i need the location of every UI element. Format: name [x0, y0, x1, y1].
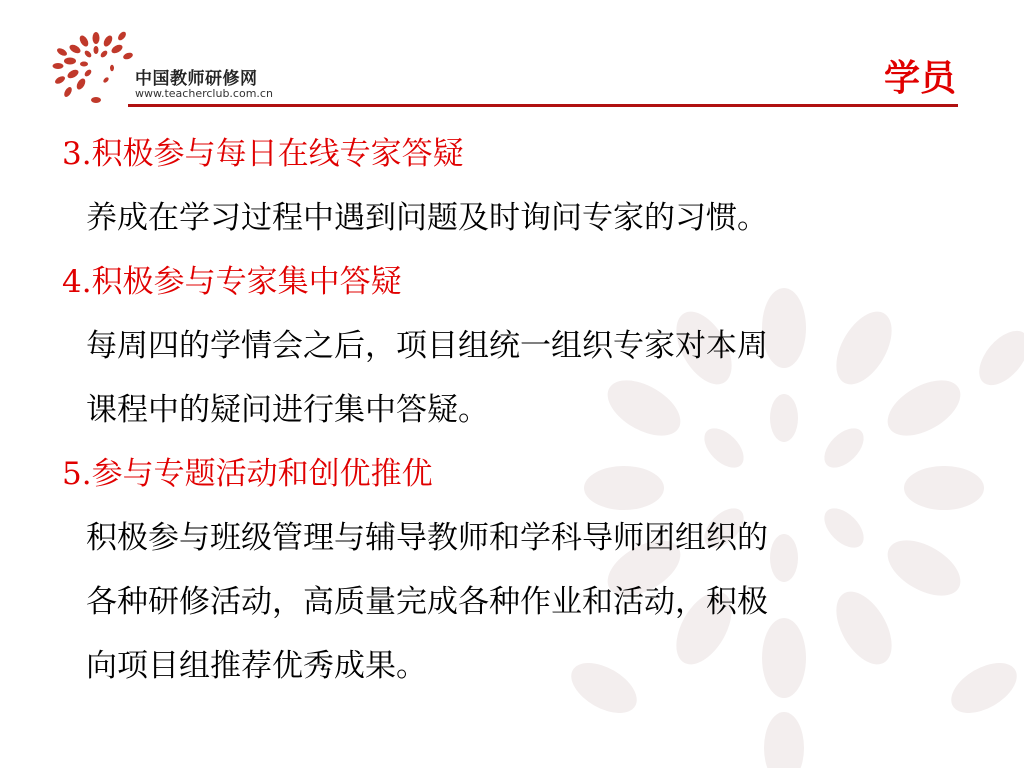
- section-body-line: 积极参与班级管理与辅导教师和学科导师团组织的: [86, 520, 768, 556]
- section-body-line: 养成在学习过程中遇到问题及时询问专家的习惯。: [86, 200, 768, 236]
- section-body-line: 向项目组推荐优秀成果。: [86, 648, 427, 684]
- section-body-line: 各种研修活动，高质量完成各种作业和活动，积极: [86, 584, 768, 620]
- section-heading: [62, 442, 972, 506]
- logo-chinese-name: 中国教师研修网: [135, 69, 258, 89]
- page-title: 学员: [883, 58, 956, 99]
- header-divider: [128, 104, 958, 107]
- section-number: 4.: [62, 264, 92, 300]
- section-body-line: 每周四的学情会之后，项目组统一组织专家对本周: [86, 328, 768, 364]
- section-heading: [62, 122, 972, 186]
- section-number: 3.: [62, 136, 92, 172]
- section-body-line: 课程中的疑问进行集中答疑。: [86, 392, 489, 428]
- section-heading-text: 积极参与每日在线专家答疑: [91, 136, 464, 172]
- section-heading: [62, 250, 972, 314]
- section-heading-text: 参与专题活动和创优推优: [91, 456, 433, 492]
- section-heading-text: 积极参与专家集中答疑: [91, 264, 402, 300]
- site-logo[interactable]: [48, 30, 308, 108]
- logo-url: www.teacherclub.com.cn: [135, 87, 273, 100]
- section-number: 5.: [62, 456, 92, 492]
- slide-content: [62, 122, 972, 698]
- logo-flower-icon: [48, 30, 144, 108]
